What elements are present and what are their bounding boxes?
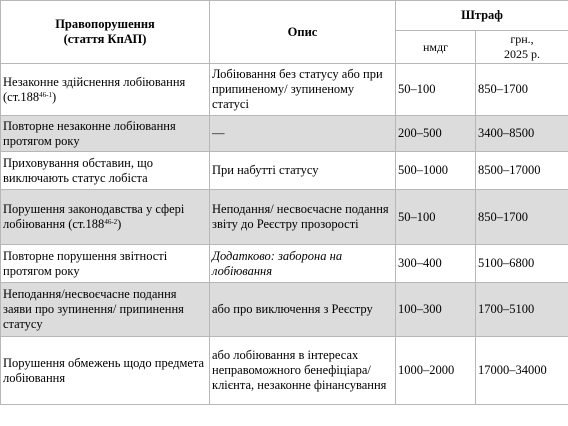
offense-cell: Повторне незаконне лобіювання протягом року xyxy=(1,116,210,152)
header-offense xyxy=(1,1,210,64)
description-cell: або лобіювання в інтересах неправоможного бенефіціара/ клієнта, незаконне фінансування xyxy=(210,337,396,405)
table-row xyxy=(1,245,568,283)
header-uah xyxy=(476,31,568,64)
offense-cell xyxy=(1,64,210,116)
table-row xyxy=(1,152,568,190)
table-row xyxy=(1,64,568,116)
header-uah-line2: 2025 р. xyxy=(504,47,540,61)
offense-text: Порушення законодавства у сфері лобіювання (ст.188 xyxy=(3,202,185,231)
description-cell: або про виключення з Реєстру xyxy=(210,283,396,337)
description-cell: Додатково: заборона на лобіювання xyxy=(210,245,396,283)
offense-cell: Неподання/несвоєчасне подання заяви про зупинення/ припинення статусу xyxy=(1,283,210,337)
header-uah-line1: грн., xyxy=(510,32,534,46)
table-row xyxy=(1,116,568,152)
description-cell: Лобіювання без статусу або при припиненому/ зупиненому статусі xyxy=(210,64,396,116)
nmdg-cell: 50–100 xyxy=(396,190,476,245)
nmdg-cell: 1000–2000 xyxy=(396,337,476,405)
offense-cell: Приховування обставин, що виключають статус лобіста xyxy=(1,152,210,190)
uah-cell: 850–1700 xyxy=(476,190,568,245)
article-superscript: 46-2 xyxy=(104,218,118,226)
table-row xyxy=(1,190,568,245)
nmdg-cell: 50–100 xyxy=(396,64,476,116)
uah-cell: 3400–8500 xyxy=(476,116,568,152)
nmdg-cell: 500–1000 xyxy=(396,152,476,190)
uah-cell: 5100–6800 xyxy=(476,245,568,283)
uah-cell: 8500–17000 xyxy=(476,152,568,190)
description-cell: Неподання/ несвоєчасне подання звіту до Реєстру прозорості xyxy=(210,190,396,245)
header-offense-subtitle: (стаття КпАП) xyxy=(63,32,147,46)
table-row xyxy=(1,337,568,405)
header-nmdg: нмдг xyxy=(396,31,476,64)
nmdg-cell: 300–400 xyxy=(396,245,476,283)
header-fine: Штраф xyxy=(396,1,568,31)
table-row xyxy=(1,283,568,337)
article-superscript: 46-1 xyxy=(39,90,52,99)
description-cell: — xyxy=(210,116,396,152)
uah-cell: 17000–34000 xyxy=(476,337,568,405)
nmdg-cell: 200–500 xyxy=(396,116,476,152)
header-offense-title: Правопорушення xyxy=(55,17,155,31)
uah-cell: 1700–5100 xyxy=(476,283,568,337)
uah-cell: 850–1700 xyxy=(476,64,568,116)
offense-text: Незаконне здійснення лобіювання (ст.188 xyxy=(3,74,186,104)
offense-tail: ) xyxy=(51,89,57,104)
offense-cell xyxy=(1,190,210,245)
description-cell: При набутті статусу xyxy=(210,152,396,190)
offense-cell: Порушення обмежень щодо предмета лобіювання xyxy=(1,337,210,405)
header-description: Опис xyxy=(210,1,396,64)
nmdg-cell: 100–300 xyxy=(396,283,476,337)
offense-cell: Повторне порушення звітності протягом року xyxy=(1,245,210,283)
offense-tail: ) xyxy=(117,217,122,231)
